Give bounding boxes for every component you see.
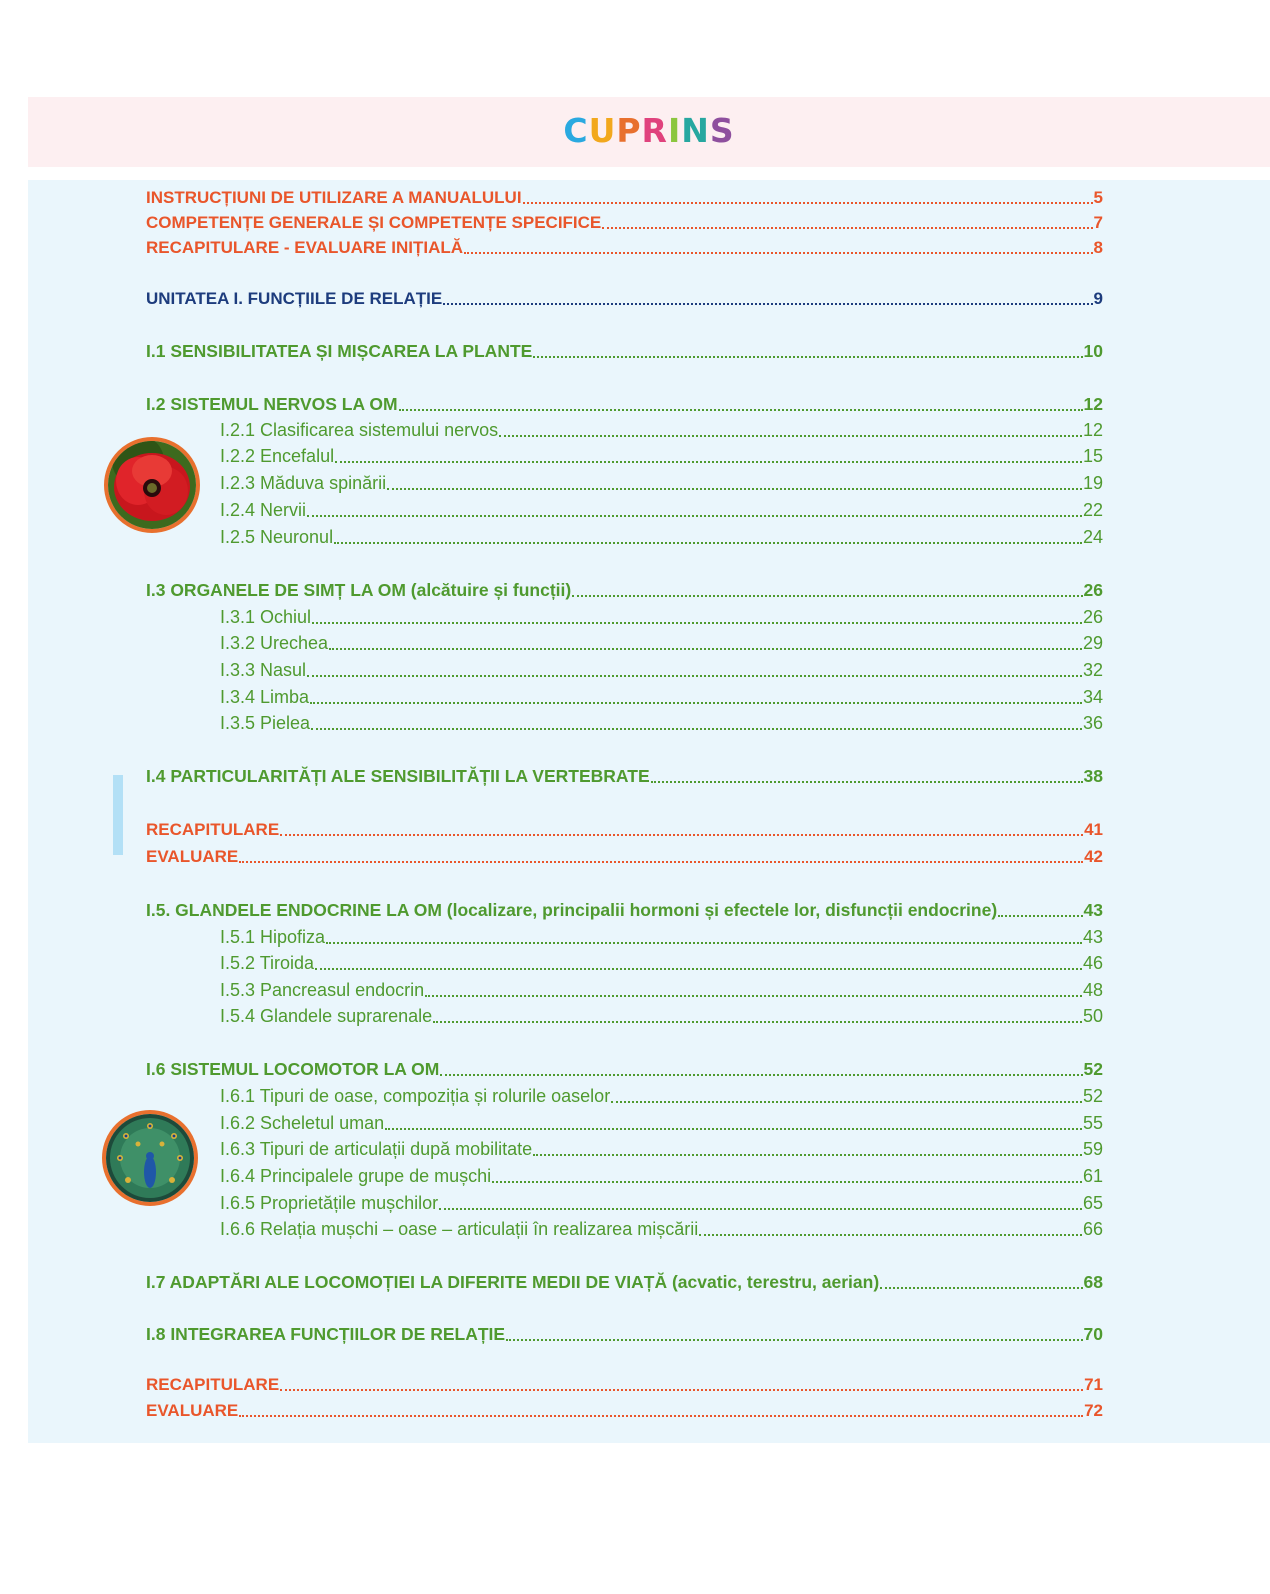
dot-leader [998,915,1082,917]
toc-page-number: 29 [1082,633,1103,653]
toc-entry[interactable] [146,580,1103,601]
toc-entry[interactable] [146,766,1103,787]
toc-page-number: 72 [1084,1401,1103,1420]
toc-subentry[interactable] [220,953,1103,974]
dot-leader [312,622,1082,624]
toc-entry[interactable] [146,1272,1103,1293]
toc-page-number: 19 [1082,473,1103,493]
toc-subentry[interactable] [220,527,1103,548]
toc-page-number: 48 [1082,980,1103,1000]
toc-subentry[interactable] [220,1193,1103,1214]
toc-entry[interactable] [146,238,1103,258]
toc-subentry[interactable] [220,1139,1103,1160]
toc-page-number: 50 [1082,1006,1103,1026]
toc-subentry[interactable] [220,980,1103,1001]
toc-subentry[interactable] [220,927,1103,948]
title-letter: C [563,111,589,150]
toc-page-number: 61 [1082,1166,1103,1186]
toc-entry[interactable] [146,847,1103,867]
toc-entry-label: INSTRUCȚIUNI DE UTILIZARE A MANUALULUI [146,188,522,207]
toc-entry-label: I.6.3 Tipuri de articulații după mobilitate [220,1139,533,1159]
toc-entry-label: RECAPITULARE - EVALUARE INIȚIALĂ [146,238,464,257]
poppy-flower-image [104,437,200,533]
toc-subentry[interactable] [220,446,1103,467]
page-title [28,111,1270,150]
toc-page-number: 41 [1084,820,1103,839]
toc-page-number: 8 [1093,238,1103,257]
toc-entry-label: I.3.5 Pielea [220,713,311,733]
toc-entry-label: I.6.5 Proprietățile mușchilor [220,1193,439,1213]
dot-leader [651,781,1083,783]
toc-entry-label: EVALUARE [146,1401,239,1420]
toc-entry[interactable] [146,820,1103,840]
dot-leader [443,303,1092,305]
toc-page-number: 55 [1082,1113,1103,1133]
toc-page-number: 7 [1093,213,1103,232]
toc-entry-label: UNITATEA I. FUNCȚIILE DE RELAȚIE [146,289,443,308]
toc-entry[interactable] [146,1375,1103,1395]
toc-page-number: 9 [1093,289,1103,308]
toc-entry-label: I.3 ORGANELE DE SIMȚ LA OM (alcătuire și funcții) [146,580,572,600]
toc-entry-label: I.5.2 Tiroida [220,953,315,973]
toc-page-number: 52 [1083,1059,1103,1079]
dot-leader [492,1181,1082,1183]
toc-subentry[interactable] [220,420,1103,441]
toc-page-number: 12 [1083,394,1103,414]
dot-leader [572,595,1082,597]
toc-entry-label: I.3.3 Nasul [220,660,307,680]
toc-page-number: 34 [1082,687,1103,707]
toc-entry-label: I.5. GLANDELE ENDOCRINE LA OM (localizare, principalii hormoni și efectele lor, disfuncții endocrine) [146,900,998,920]
toc-subentry[interactable] [220,1086,1103,1107]
peacock-image [102,1110,198,1206]
dot-leader [611,1101,1082,1103]
toc-entry-label: I.6.4 Principalele grupe de mușchi [220,1166,492,1186]
toc-entry-label: I.2.4 Nervii [220,500,307,520]
toc-page-number: 42 [1084,847,1103,866]
dot-leader [399,409,1083,411]
toc-page-number: 15 [1082,446,1103,466]
dot-leader [533,356,1082,358]
toc-entry-label: I.3.4 Limba [220,687,310,707]
toc-entry-label: I.2.3 Măduva spinării [220,473,387,493]
toc-entry-label: I.2.5 Neuronul [220,527,334,547]
dot-leader [280,834,1083,836]
title-letter: P [616,111,642,150]
toc-entry-label: I.5.3 Pancreasul endocrin [220,980,425,1000]
dot-leader [425,995,1082,997]
toc-entry[interactable] [146,394,1103,415]
toc-subentry[interactable] [220,1113,1103,1134]
toc-entry-label: COMPETENȚE GENERALE ȘI COMPETENȚE SPECIFICE [146,213,602,232]
toc-page-number: 26 [1082,607,1103,627]
toc-entry-label: I.3.2 Urechea [220,633,329,653]
toc-page-number: 68 [1083,1272,1103,1292]
side-accent-bar [113,775,123,855]
dot-leader [310,702,1082,704]
toc-subentry[interactable] [220,633,1103,654]
title-letter: I [667,111,682,150]
dot-leader [307,515,1082,517]
dot-leader [433,1021,1082,1023]
toc-page-number: 71 [1084,1375,1103,1394]
toc-entry-label: I.2 SISTEMUL NERVOS LA OM [146,394,398,414]
dot-leader [334,542,1082,544]
title-letter: R [641,111,668,150]
toc-entry[interactable] [146,289,1103,309]
toc-page-number: 36 [1082,713,1103,733]
toc-subentry[interactable] [220,660,1103,681]
toc-page-number: 38 [1083,766,1103,786]
toc-entry-label: RECAPITULARE [146,1375,280,1394]
toc-entry[interactable] [146,1059,1103,1080]
toc-page-number: 22 [1082,500,1103,520]
dot-leader [523,202,1093,204]
toc-page-number: 65 [1082,1193,1103,1213]
toc-page-number: 59 [1082,1139,1103,1159]
dot-leader [602,227,1092,229]
dot-leader [440,1074,1082,1076]
dot-leader [307,675,1082,677]
toc-subentry[interactable] [220,500,1103,521]
toc-entry[interactable] [146,1324,1103,1345]
toc-entry-label: I.6.2 Scheletul uman [220,1113,385,1133]
dot-leader [329,648,1082,650]
toc-entry-label: I.6 SISTEMUL LOCOMOTOR LA OM [146,1059,440,1079]
toc-entry-label: RECAPITULARE [146,820,280,839]
header-band [28,97,1270,167]
toc-entry-label: I.6.6 Relația mușchi – oase – articulații în realizarea mișcării [220,1219,699,1239]
toc-subentry[interactable] [220,607,1103,628]
title-letter: U [588,111,617,150]
toc-entry[interactable] [146,188,1103,208]
toc-page-number: 32 [1082,660,1103,680]
toc-entry-label: I.2.1 Clasificarea sistemului nervos [220,420,499,440]
dot-leader [335,461,1082,463]
toc-entry-label: I.6.1 Tipuri de oase, compoziția și rolurile oaselor [220,1086,611,1106]
toc-entry[interactable] [146,1401,1103,1421]
toc-entry-label: EVALUARE [146,847,239,866]
toc-entry[interactable] [146,341,1103,362]
toc-page-number: 43 [1082,927,1103,947]
toc-page-number: 26 [1083,580,1103,600]
toc-page-number: 10 [1083,341,1103,361]
toc-page-number: 12 [1082,420,1103,440]
toc-entry[interactable] [146,213,1103,233]
toc-panel [28,180,1270,1443]
dot-leader [387,488,1082,490]
toc-subentry[interactable] [220,1166,1103,1187]
dot-leader [311,728,1082,730]
dot-leader [464,252,1093,254]
dot-leader [239,861,1083,863]
toc-entry-label: I.1 SENSIBILITATEA ȘI MIȘCAREA LA PLANTE [146,341,533,361]
toc-page-number: 66 [1082,1219,1103,1239]
toc-entry-label: I.2.2 Encefalul [220,446,335,466]
dot-leader [499,435,1082,437]
toc-page-number: 70 [1083,1324,1103,1344]
toc-subentry[interactable] [220,1219,1103,1240]
dot-leader [239,1415,1083,1417]
toc-subentry[interactable] [220,1006,1103,1027]
toc-entry-label: I.4 PARTICULARITĂȚI ALE SENSIBILITĂȚII LA VERTEBRATE [146,766,650,786]
toc-entry-label: I.7 ADAPTĂRI ALE LOCOMOȚIEI LA DIFERITE MEDII DE VIAȚĂ (acvatic, terestru, aerian) [146,1272,880,1292]
toc-page-number: 46 [1082,953,1103,973]
dot-leader [385,1128,1082,1130]
title-letter: N [681,111,710,150]
dot-leader [533,1154,1082,1156]
toc-entry[interactable] [146,900,1103,921]
toc-subentry[interactable] [220,713,1103,734]
dot-leader [880,1287,1082,1289]
dot-leader [280,1389,1083,1391]
toc-subentry[interactable] [220,473,1103,494]
toc-entry-label: I.8 INTEGRAREA FUNCȚIILOR DE RELAȚIE [146,1324,506,1344]
dot-leader [315,968,1082,970]
toc-entry-label: I.5.1 Hipofiza [220,927,326,947]
toc-subentry[interactable] [220,687,1103,708]
toc-entry-label: I.5.4 Glandele suprarenale [220,1006,433,1026]
dot-leader [439,1208,1082,1210]
dot-leader [326,942,1082,944]
toc-page-number: 5 [1093,188,1103,207]
toc-entry-label: I.3.1 Ochiul [220,607,312,627]
toc-page-number: 24 [1082,527,1103,547]
dot-leader [506,1339,1082,1341]
dot-leader [699,1234,1082,1236]
toc-page-number: 43 [1083,900,1103,920]
title-letter: S [709,111,735,150]
toc-page-number: 52 [1082,1086,1103,1106]
